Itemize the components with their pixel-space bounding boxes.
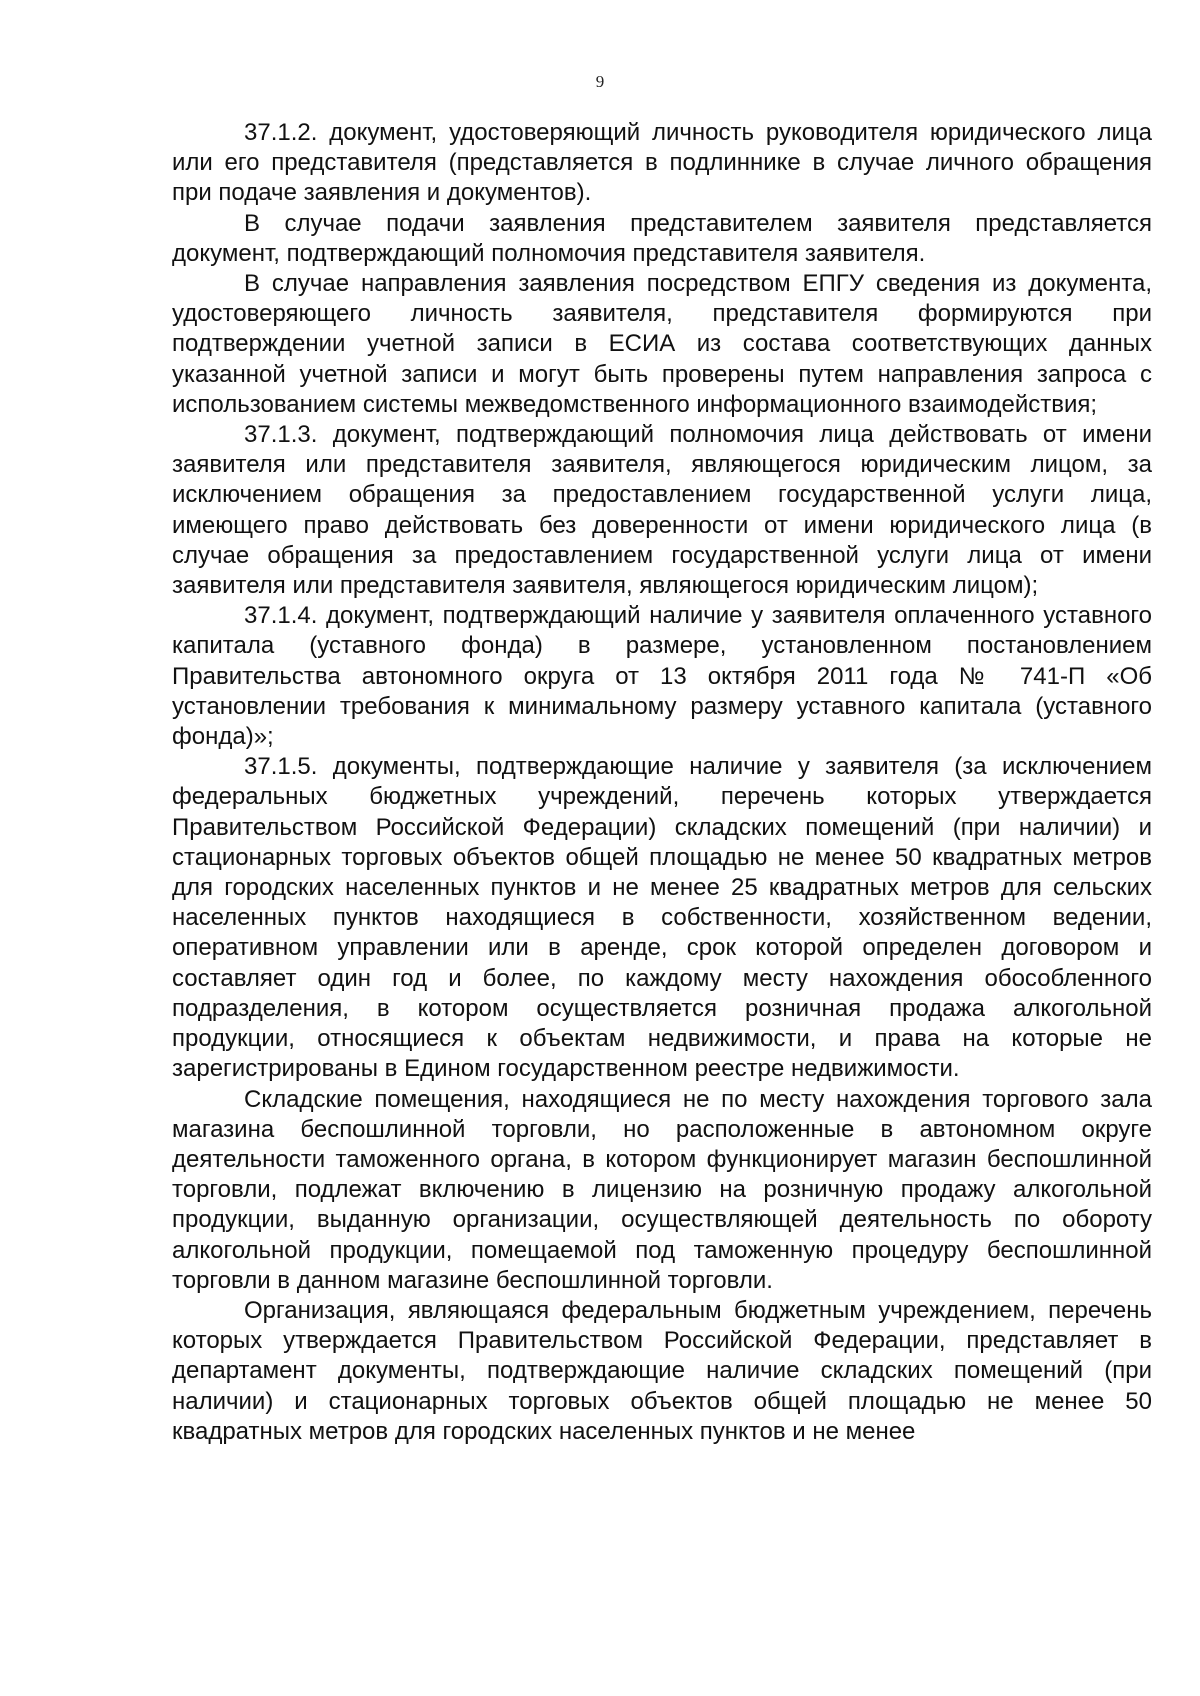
paragraph-federal-institution: Организация, являющаяся федеральным бюджетным учреждением, перечень которых утверждается Правительством Российской Федерации, представляет в департамент документы, подтверждающие наличие складских помещений (при наличии) и стационарных торговых объектов общей площадью не менее 50 квадратных метров для городских населенных пунктов и не менее xyxy=(172,1296,1152,1445)
paragraph-37-1-2: 37.1.2. документ, удостоверяющий личность руководителя юридического лица или его представителя (представляется в подлиннике в случае личного обращения при подаче заявления и документов). xyxy=(172,119,1152,207)
page-number: 9 xyxy=(595,72,605,91)
paragraph-37-1-5: 37.1.5. документы, подтверждающие наличие у заявителя (за исключением федеральных бюджетных учреждений, перечень которых утверждается Правительством Российской Федерации) складских помещений (при наличии) и стационарных торговых объектов общей площадью не менее 50 квадратных метров для городских населенных пунктов и не менее 25 квадратных метров для сельских населенных пунктов находящиеся в собственности, хозяйственном ведении, оперативном управлении или в аренде, срок которой определен договором и составляет один год и более, по каждому месту нахождения обособленного подразделения, в котором осуществляется розничная продажа алкогольной продукции, относящиеся к объектам недвижимости, и права на которые не зарегистрированы в Едином государственном реестре недвижимости. xyxy=(172,753,1152,1083)
paragraph-37-1-3: 37.1.3. документ, подтверждающий полномочия лица действовать от имени заявителя или представителя заявителя, являющегося юридическим лицом, за исключением обращения за предоставлением государственной услуги лица, имеющего право действовать без доверенности от имени юридического лица (в случае обращения за предоставлением государственной услуги лица от имени заявителя или представителя заявителя, являющегося юридическим лицом); xyxy=(172,421,1152,600)
paragraph-37-1-4: 37.1.4. документ, подтверждающий наличие у заявителя оплаченного уставного капитала (уставного фонда) в размере, установленном постановлением Правительства автономного округа от 13 октября 2011 года № 741-П «Об установлении требования к минимальному размеру уставного капитала (уставного фонда)»; xyxy=(172,602,1152,751)
document-body xyxy=(172,118,1152,1447)
paragraph-representative: В случае подачи заявления представителем заявителя представляется документ, подтверждающий полномочия представителя заявителя. xyxy=(172,209,1152,267)
paragraph-epgu: В случае направления заявления посредством ЕПГУ сведения из документа, удостоверяющего личность заявителя, представителя формируются при подтверждении учетной записи в ЕСИА из состава соответствующих данных указанной учетной записи и могут быть проверены путем направления запроса с использованием системы межведомственного информационного взаимодействия; xyxy=(172,270,1152,418)
paragraph-warehouses: Складские помещения, находящиеся не по месту нахождения торгового зала магазина беспошлинной торговли, но расположенные в автономном округе деятельности таможенного органа, в котором функционирует магазин беспошлинной торговли, подлежат включению в лицензию на розничную продажу алкогольной продукции, выданную организации, осуществляющей деятельность по обороту алкогольной продукции, помещаемой под таможенную процедуру беспошлинной торговли в данном магазине беспошлинной торговли. xyxy=(172,1085,1152,1294)
